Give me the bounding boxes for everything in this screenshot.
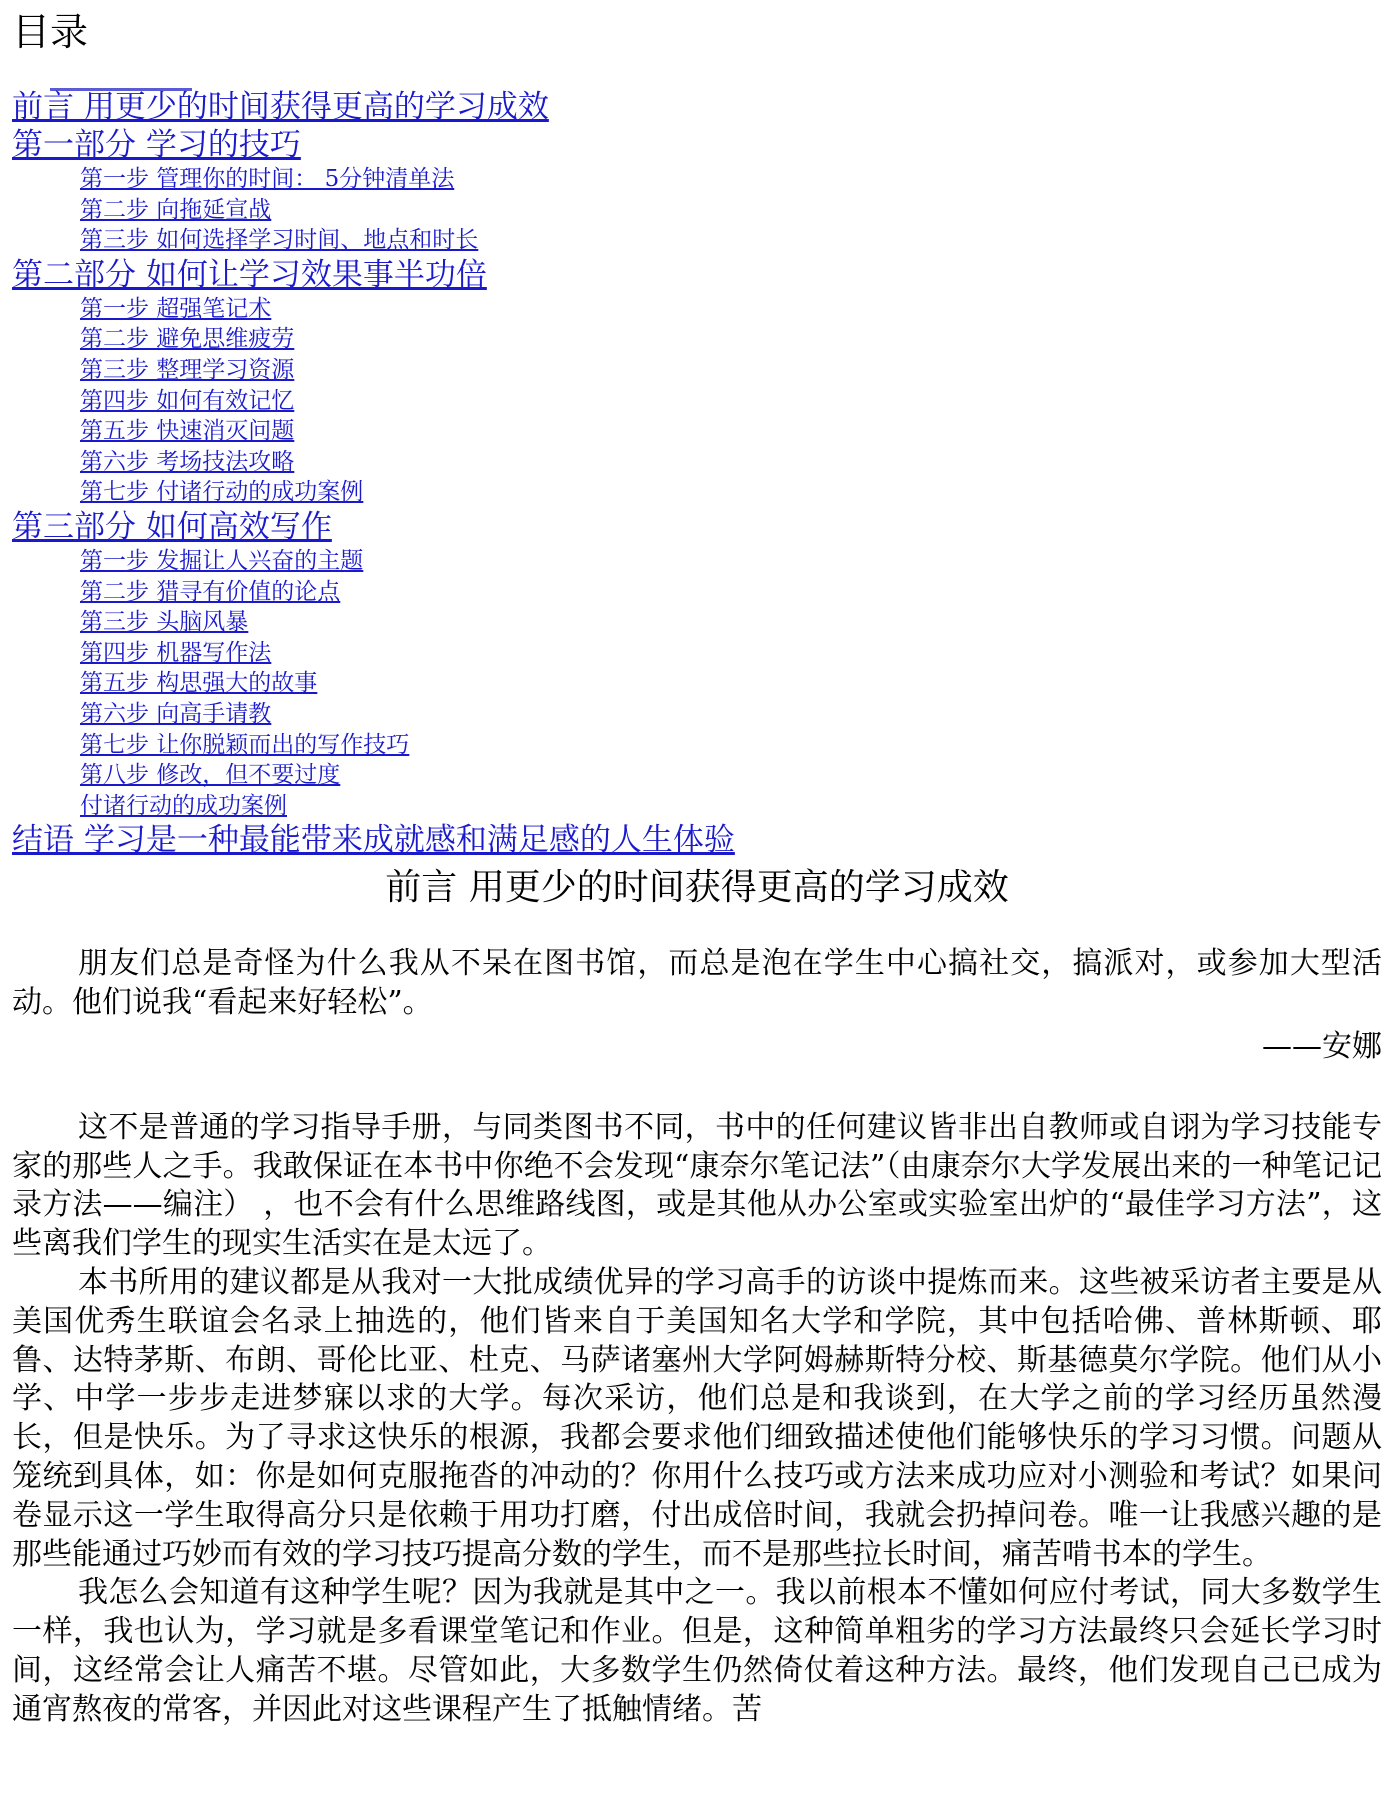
toc-step-link[interactable]: 第一步 超强笔记术 [80,295,272,322]
toc-step-link[interactable]: 第二步 向拖延宣战 [80,196,272,223]
toc-part-link[interactable]: 第二部分 如何让学习效果事半功倍 [12,256,487,293]
body-paragraph-1: 这不是普通的学习指导手册，与同类图书不同，书中的任何建议皆非出自教师或自诩为学习技能专家的那些人之手。我敢保证在本书中你绝不会发现“康奈尔笔记法”（由康奈尔大学发展出来的一种笔记记录方法——编注） ，也不会有什么思维路线图，或是其他从办公室或实验室出炉的“最佳学习方法”，这些离我们学生的现实生活实在是太远了。 [12,1109,1382,1262]
document-page [12,0,1382,1730]
toc-step-link[interactable]: 付诸行动的成功案例 [80,792,287,819]
chapter-heading: 前言 用更少的时间获得更高的学习成效 [385,867,1009,909]
toc-step-link[interactable]: 第三步 整理学习资源 [80,356,295,383]
toc-step-link[interactable]: 第七步 让你脱颖而出的写作技巧 [80,731,410,758]
toc-step-link[interactable]: 第五步 构思强大的故事 [80,670,318,697]
toc-step-link[interactable]: 第一步 管理你的时间： 5分钟清单法 [80,166,455,192]
toc-step-link[interactable]: 第四步 如何有效记忆 [80,387,295,414]
toc-step-link[interactable]: 第二步 猎寻有价值的论点 [80,578,341,605]
table-of-contents [12,88,1382,859]
toc-step-link[interactable]: 第八步 修改，但不要过度 [80,762,341,789]
toc-part-link[interactable]: 前言 用更少的时间获得更高的学习成效 [12,89,549,125]
body-paragraph-3: 我怎么会知道有这种学生呢？因为我就是其中之一。我以前根本不懂如何应付考试，同大多数学生一样，我也认为，学习就是多看课堂笔记和作业。但是，这种简单粗劣的学习方法最终只会延长学习时间，这经常会让人痛苦不堪。尽管如此，大多数学生仍然倚仗着这种方法。最终，他们发现自己已成为通宵熬夜的常客，并因此对这些课程产生了抵触情绪。苦 [12,1575,1382,1727]
toc-step-link[interactable]: 第三步 头脑风暴 [80,609,249,636]
toc-step-link[interactable]: 第七步 付诸行动的成功案例 [80,479,364,506]
toc-step-link[interactable]: 第六步 考场技法攻略 [80,448,295,475]
toc-title: 目录 [12,10,89,54]
toc-step-link[interactable]: 第一步 发掘让人兴奋的主题 [80,547,364,574]
epigraph-attribution: ——安娜 [1262,1028,1382,1064]
toc-part-link[interactable]: 结语 学习是一种最能带来成就感和满足感的人生体验 [12,822,735,859]
toc-step-link[interactable]: 第三步 如何选择学习时间、地点和时长 [80,227,479,254]
toc-step-link[interactable]: 第四步 机器写作法 [80,639,272,666]
toc-step-link[interactable]: 第五步 快速消灭问题 [80,418,295,445]
toc-part-link[interactable]: 第三部分 如何高效写作 [12,508,332,545]
body-paragraph-2: 本书所用的建议都是从我对一大批成绩优异的学习高手的访谈中提炼而来。这些被采访者主要是从美国优秀生联谊会名录上抽选的，他们皆来自于美国知名大学和学院，其中包括哈佛、普林斯顿、耶鲁、达特茅斯、布朗、哥伦比亚、杜克、马萨诸塞州大学阿姆赫斯特分校、斯基德莫尔学院。他们从小学、中学一步步走进梦寐以求的大学。每次采访，他们总是和我谈到，在大学之前的学习经历虽然漫长，但是快乐。为了寻求这快乐的根源，我都会要求他们细致描述使他们能够快乐的学习习惯。问题从笼统到具体，如：你是如何克服拖沓的冲动的？你用什么技巧或方法来成功应对小测验和考试？如果问卷显示这一学生取得高分只是依赖于用功打磨，付出成倍时间，我就会扔掉问卷。唯一让我感兴趣的是那些能通过巧妙而有效的学习技巧提高分数的学生，而不是那些拉长时间，痛苦啃书本的学生。 [12,1265,1382,1572]
toc-step-link[interactable]: 第二步 避免思维疲劳 [80,326,295,353]
toc-step-link[interactable]: 第六步 向高手请教 [80,700,272,727]
toc-part-link[interactable]: 第一部分 学习的技巧 [12,127,301,163]
epigraph-quote: 朋友们总是奇怪为什么我从不呆在图书馆，而总是泡在学生中心搞社交，搞派对，或参加大型活动。他们说我“看起来好轻松”。 [12,946,1382,1021]
